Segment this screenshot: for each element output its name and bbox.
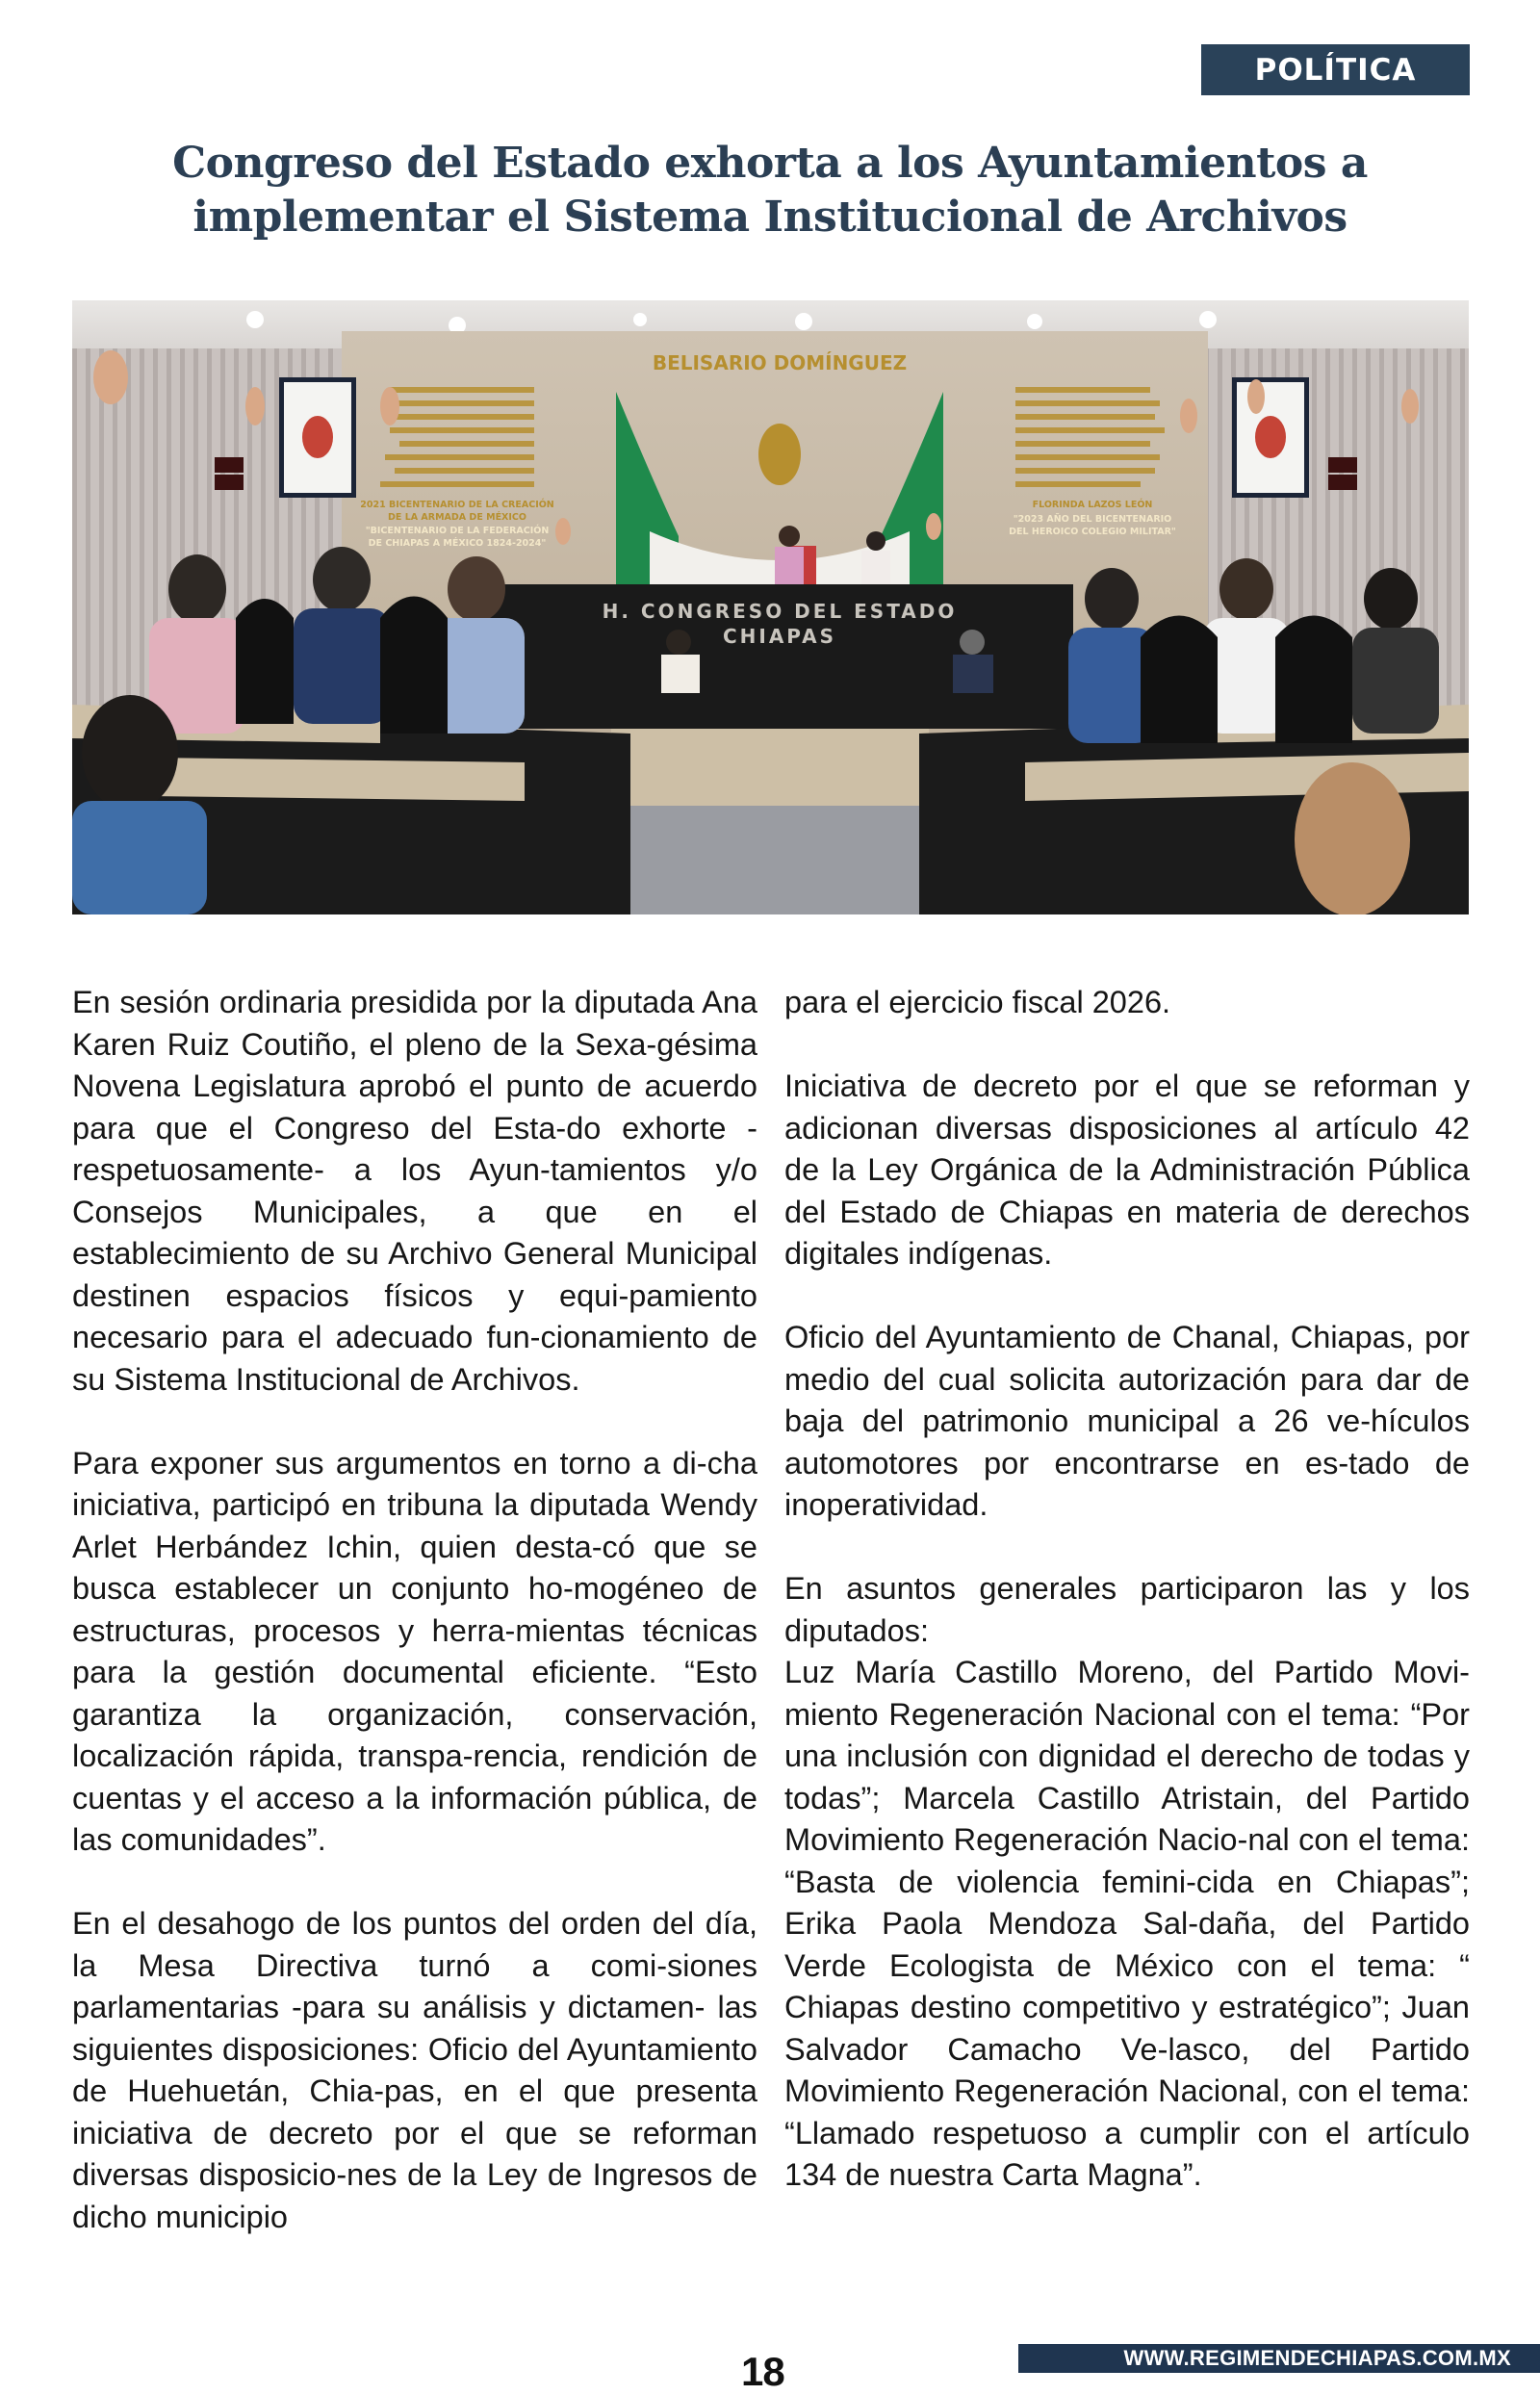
- congress-chamber-photo: [72, 300, 1469, 914]
- section-tag: [1201, 44, 1470, 95]
- ceiling-light: [246, 311, 264, 328]
- paragraph: En sesión ordinaria presidida por la diputada Ana Karen Ruiz Coutiño, el pleno de la Sexa-gésima Novena Legislatura aprobó el punto de acuerdo para que el Congreso del Esta-do exhorte -respetuosamente- a los Ayun-tamientos y/o Consejos Municipales, a que en el establecimiento de su Archivo General Municipal destinen espacios físicos y equi-pamiento necesario para el adecuado fun-cionamiento de su Sistema Institucional de Archivos.: [72, 985, 757, 1397]
- page-number: 18: [741, 2349, 784, 2394]
- ceiling-light: [1027, 314, 1042, 329]
- front-panel: [611, 729, 929, 806]
- right-plaque-line-2: "2023 AÑO DEL BICENTENARIO: [1013, 514, 1172, 525]
- right-plaque-line-1: FLORINDA LAZOS LEÓN: [1032, 500, 1153, 510]
- paragraph: Para exponer sus argumentos en torno a di-cha iniciativa, participó en tribuna la diputada Wendy Arlet Herbández Ichin, quien desta-có que se busca establecer un conjunto ho-mogéneo de estructuras, procesos y herra-mientas técnicas para la gestión documental eficiente. “Esto garantiza la organización, conservación, localización rápida, transpa-rencia, rendición de cuentas y el acceso a la información pública, de las comunidades”.: [72, 1445, 757, 1857]
- article-column-left: [72, 982, 757, 2280]
- wall-title: BELISARIO DOMÍNGUEZ: [652, 351, 908, 374]
- paragraph: Oficio del Ayuntamiento de Chanal, Chiapas, por medio del cual solicita autorización para dar de baja del patrimonio municipal a 26 ve-hículos automotores por encontrarse en es-tado de inoperatividad.: [784, 1320, 1470, 1522]
- ceiling-light: [1199, 311, 1217, 328]
- right-plaque-line-3: DEL HEROICO COLEGIO MILITAR": [1009, 527, 1176, 537]
- paragraph: Iniciativa de decreto por el que se reforman y adicionan diversas disposiciones al artículo 42 de la Ley Orgánica de la Administración Pública del Estado de Chiapas en materia de derechos digitales indígenas.: [784, 1069, 1470, 1271]
- ceiling-light: [633, 313, 647, 326]
- left-plaque-line-3: "BICENTENARIO DE LA FEDERACIÓN: [365, 526, 550, 536]
- article-column-right: [784, 982, 1470, 2238]
- left-plaque-line-4: DE CHIAPAS A MÉXICO 1824-2024": [368, 538, 547, 549]
- desk-sign-line-1: H. CONGRESO DEL ESTADO: [602, 600, 958, 623]
- paragraph: En el desahogo de los puntos del orden del día, la Mesa Directiva turnó a comi-siones parlamentarias -para su análisis y dictamen- las siguientes disposiciones: Oficio del Ayuntamiento de Huehuetán, Chia-pas, en el que presenta iniciativa de decreto por el que se reforman diversas disposicio-nes de la Ley de Ingresos de dicho municipio: [72, 1906, 757, 2234]
- headline-line-2: implementar el Sistema Institucional de Archivos: [192, 193, 1348, 242]
- desk-sign-line-2: CHIAPAS: [722, 625, 837, 648]
- paragraph: Luz María Castillo Moreno, del Partido Movi-miento Regeneración Nacional con el tema: “Por una inclusión con dignidad el derecho de todas y todas”; Marcela Castillo Atristain, del Partido Movimiento Regeneración Nacio-nal con el tema: “Basta de violencia femini-cida en Chiapas”; Erika Paola Mendoza Sal-daña, del Partido Verde Ecologista de México con el tema: “ Chiapas destino competitivo y estratégico”; Juan Salvador Camacho Ve-lasco, del Partido Movimiento Regeneración Nacional, con el tema: “Llamado respetuoso a cumplir con el artículo 134 de nuestra Carta Magna”.: [784, 1655, 1470, 2192]
- headline-line-1: Congreso del Estado exhorta a los Ayuntamientos a: [172, 139, 1368, 188]
- website-url[interactable]: [1018, 2344, 1540, 2373]
- paragraph: En asuntos generales participaron las y los diputados:: [784, 1571, 1470, 1648]
- article-headline: [96, 137, 1444, 245]
- section-label: POLÍTICA: [1254, 52, 1417, 88]
- article-photo: [72, 300, 1469, 914]
- website-url-text: WWW.REGIMENDECHIAPAS.COM.MX: [1123, 2346, 1511, 2370]
- left-plaque-line-2: DE LA ARMADA DE MÉXICO: [388, 512, 526, 523]
- left-plaque-line-1: 2021 BICENTENARIO DE LA CREACIÓN: [360, 500, 554, 510]
- ceiling-light: [795, 313, 812, 330]
- coat-of-arms: [758, 424, 801, 485]
- paragraph: para el ejercicio fiscal 2026.: [784, 985, 1171, 1019]
